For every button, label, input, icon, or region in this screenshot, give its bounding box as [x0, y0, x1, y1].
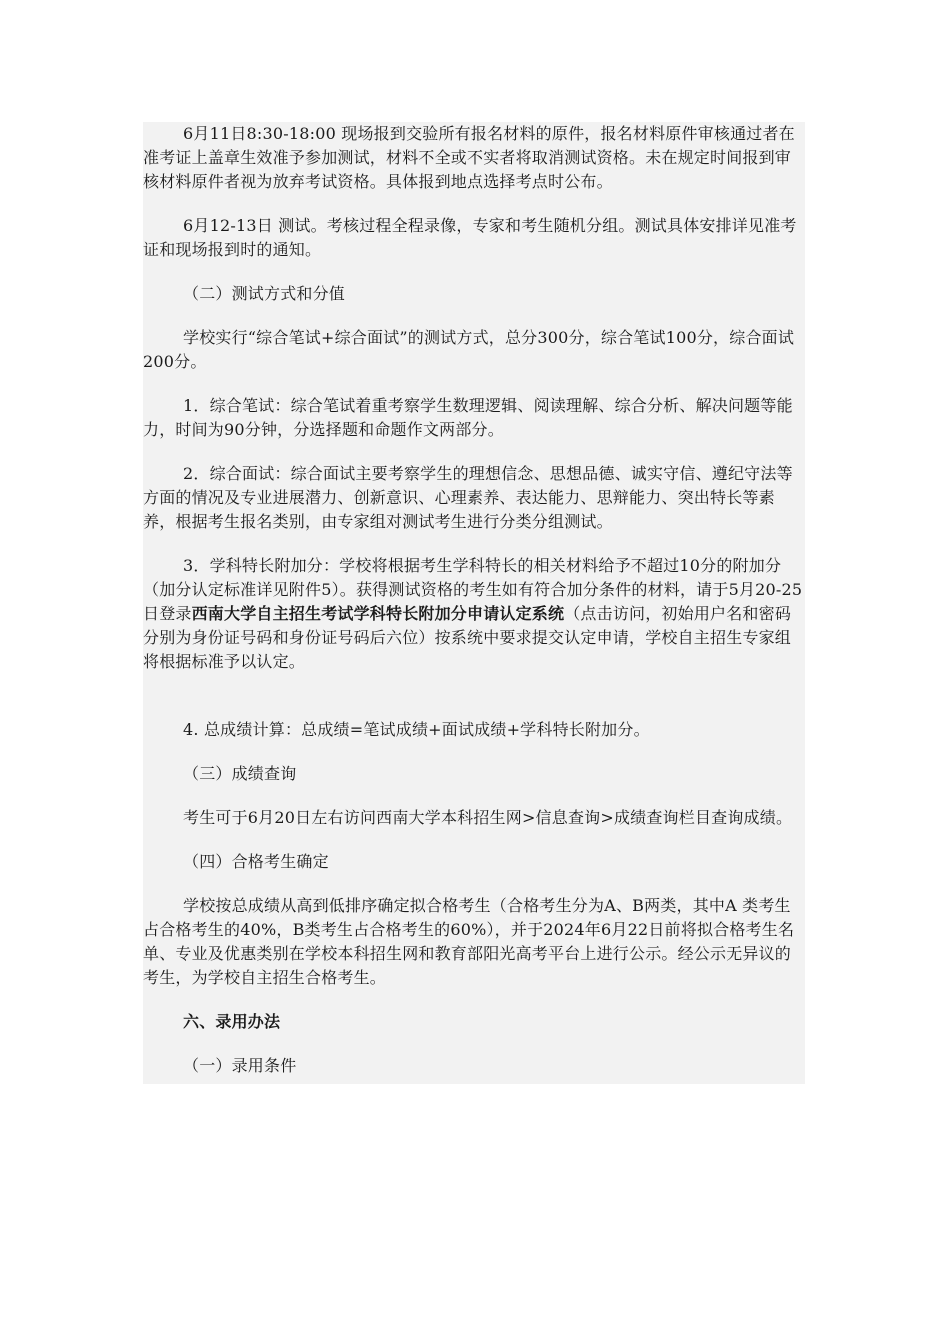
spacer	[143, 990, 805, 1010]
section-heading-test-method: （二）测试方式和分值	[143, 282, 805, 306]
paragraph-scoring: 学校实行“综合笔试+综合面试”的测试方式，总分300分，综合笔试100分，综合面试200分。	[143, 326, 805, 374]
paragraph-qualified: 学校按总成绩从高到低排序确定拟合格考生（合格考生分为A、B两类，其中A 类考生占合格考生的40%，B类考生占合格考生的60%），并于2024年6月22日前将拟合格考生名单、专业及优惠类别在学校本科招生网和教育部阳光高考平台上进行公示。经公示无异议的考生，为学校自主招生合格考生。	[143, 894, 805, 990]
document-body	[143, 122, 807, 1084]
spacer	[143, 306, 805, 326]
section-heading-admission-conditions: （一）录用条件	[143, 1054, 805, 1078]
section-heading-admission: 六、录用办法	[143, 1010, 805, 1034]
bonus-system-link[interactable]: 西南大学自主招生考试学科特长附加分申请认定系统	[191, 604, 565, 623]
paragraph-score-query: 考生可于6月20日左右访问西南大学本科招生网>信息查询>成绩查询栏目查询成绩。	[143, 806, 805, 830]
section-heading-qualified: （四）合格考生确定	[143, 850, 805, 874]
bonus-text-after: （点击访问，初始用户名和密码分别为身份证号码和身份证号码后六位）按系统中要求提交认定申请，学校自主招生专家组将根据标准予以认定。	[143, 604, 792, 671]
spacer	[143, 1078, 805, 1084]
section-heading-score-query: （三）成绩查询	[143, 762, 805, 786]
spacer	[143, 874, 805, 894]
spacer	[143, 194, 805, 214]
spacer	[143, 374, 805, 394]
paragraph-total-score: 4. 总成绩计算：总成绩=笔试成绩+面试成绩+学科特长附加分。	[143, 718, 805, 742]
spacer	[143, 534, 805, 554]
spacer	[143, 742, 805, 762]
spacer	[143, 830, 805, 850]
spacer	[143, 442, 805, 462]
spacer	[143, 262, 805, 282]
spacer	[143, 1034, 805, 1054]
bonus-text-before: 3．学科特长附加分：学校将根据考生学科特长的相关材料给予不超过10分的附加分（加分认定标准详见附件5）。获得测试资格的考生如有符合加分条件的材料，请于5月20-25日登录	[143, 556, 803, 623]
spacer	[143, 786, 805, 806]
paragraph-interview: 2．综合面试：综合面试主要考察学生的理想信念、思想品德、诚实守信、遵纪守法等方面的情况及专业进展潜力、创新意识、心理素养、表达能力、思辩能力、突出特长等素养，根据考生报名类别，由专家组对测试考生进行分类分组测试。	[143, 462, 805, 534]
spacer	[143, 674, 805, 718]
paragraph-test-schedule: 6月12-13日 测试。考核过程全程录像，专家和考生随机分组。测试具体安排详见准考证和现场报到时的通知。	[143, 214, 805, 262]
paragraph-registration: 6月11日8:30-18:00 现场报到交验所有报名材料的原件，报名材料原件审核通过者在准考证上盖章生效准予参加测试，材料不全或不实者将取消测试资格。未在规定时间报到审核材料原件者视为放弃考试资格。具体报到地点选择考点时公布。	[143, 122, 805, 194]
paragraph-bonus-points	[143, 554, 805, 674]
paragraph-written-test: 1．综合笔试：综合笔试着重考察学生数理逻辑、阅读理解、综合分析、解决问题等能力，时间为90分钟，分选择题和命题作文两部分。	[143, 394, 805, 442]
